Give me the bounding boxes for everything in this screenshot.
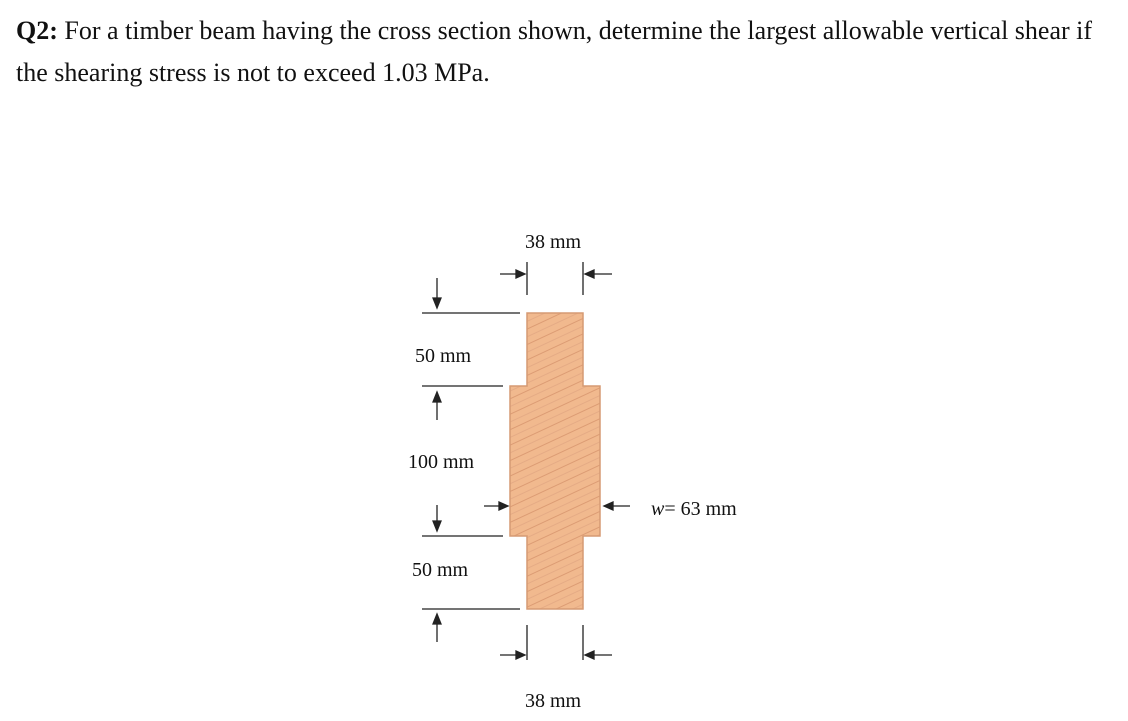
middle-height-label: 100 mm [407, 451, 475, 473]
arrowhead-mid-width-left [499, 502, 508, 510]
arrowhead-top-width-right [585, 270, 594, 278]
question-body: For a timber beam having the cross section shown, determine the largest allowable vertical shear if the shearing stress is not to exceed 1.03 MPa. [16, 16, 1093, 87]
arrowhead-bottom-width-right [585, 651, 594, 659]
question-number: Q2: [16, 16, 58, 45]
arrowhead-bottom-up [433, 614, 441, 624]
arrowhead-lower-down [433, 521, 441, 531]
w-dimension-label [651, 498, 737, 520]
arrowhead-top-width-left [516, 270, 525, 278]
top-width-label: 38 mm [524, 231, 582, 253]
w-value: = 63 mm [664, 498, 737, 520]
timber-cross-section [510, 313, 600, 609]
w-variable: w [651, 498, 665, 520]
bottom-width-label: 38 mm [524, 690, 582, 712]
upper-height-label: 50 mm [414, 345, 472, 367]
arrowhead-mid-width-right [604, 502, 613, 510]
arrowhead-top-down [433, 298, 441, 308]
lower-height-label: 50 mm [411, 559, 469, 581]
arrowhead-upper-up [433, 392, 441, 402]
arrowhead-bottom-width-left [516, 651, 525, 659]
